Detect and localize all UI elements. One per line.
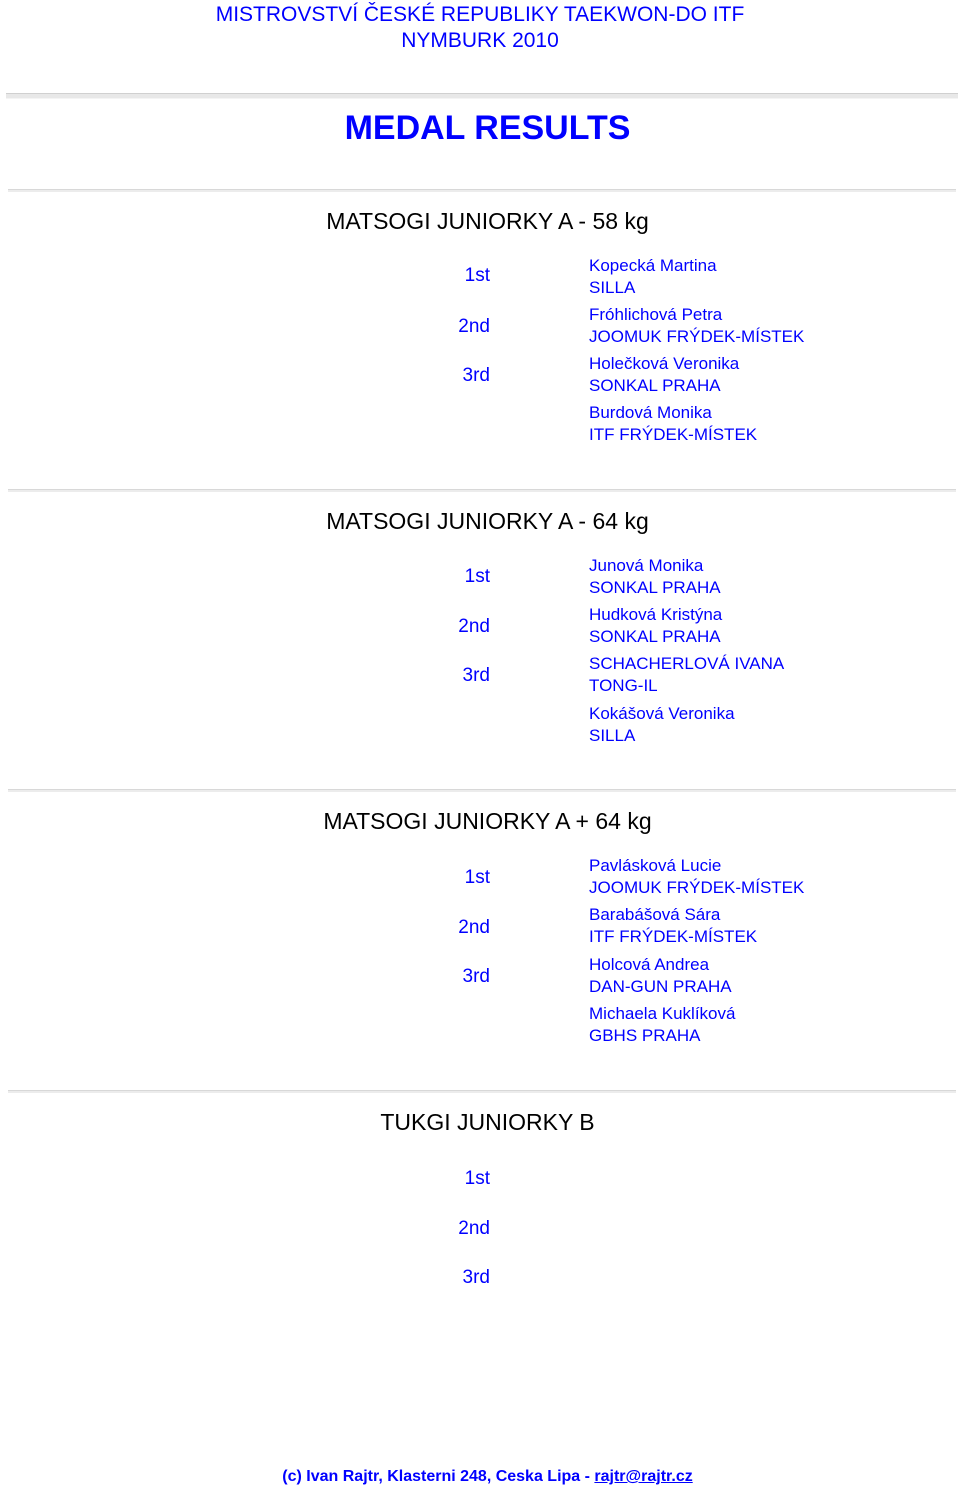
club-name: ITF FRÝDEK-MÍSTEK — [589, 927, 758, 946]
championship-title: MISTROVSTVÍ ČESKÉ REPUBLIKY TAEKWON-DO ITF — [215, 3, 745, 26]
medalist-entry — [589, 1003, 949, 1047]
medalist-entry — [589, 855, 949, 899]
header-divider — [6, 93, 958, 99]
section-divider — [8, 489, 956, 492]
athlete-name: Fróhlichová Petra — [589, 305, 723, 324]
medalist-entry — [589, 904, 949, 948]
athlete-name: Junová Monika — [589, 556, 704, 575]
place-second: 2nd — [458, 316, 490, 337]
place-third: 3rd — [462, 966, 490, 987]
athlete-name: Holcová Andrea — [589, 955, 710, 974]
place-second: 2nd — [458, 917, 490, 938]
club-name: ITF FRÝDEK-MÍSTEK — [589, 425, 758, 444]
athlete-name: Kokášová Veronika — [589, 704, 735, 723]
place-first: 1st — [464, 265, 490, 286]
category-section — [0, 1108, 960, 1408]
club-name: JOOMUK FRÝDEK-MÍSTEK — [589, 878, 805, 897]
category-section — [0, 207, 960, 507]
club-name: SILLA — [589, 278, 636, 297]
venue-year: NYMBURK 2010 — [401, 29, 559, 52]
athlete-name: Hudková Kristýna — [589, 605, 723, 624]
club-name: SONKAL PRAHA — [589, 627, 721, 646]
place-third: 3rd — [462, 1267, 490, 1288]
category-title: MATSOGI JUNIORKY A - 58 kg — [326, 208, 649, 234]
author-email-link[interactable]: rajtr@rajtr.cz — [594, 1468, 693, 1485]
club-name: SILLA — [589, 726, 636, 745]
club-name: TONG-IL — [589, 676, 658, 695]
athlete-name: SCHACHERLOVÁ IVANA — [589, 654, 785, 673]
medalist-entry — [589, 255, 949, 299]
club-name: SONKAL PRAHA — [589, 376, 721, 395]
place-third: 3rd — [462, 365, 490, 386]
place-first: 1st — [464, 1168, 490, 1189]
medalist-entry — [589, 653, 949, 697]
medalist-entry — [589, 304, 949, 348]
medalist-entry — [589, 954, 949, 998]
club-name: SONKAL PRAHA — [589, 578, 721, 597]
place-second: 2nd — [458, 1218, 490, 1239]
category-title: MATSOGI JUNIORKY A + 64 kg — [323, 808, 652, 834]
athlete-name: Michaela Kuklíková — [589, 1004, 736, 1023]
footer-credit: (c) Ivan Rajtr, Klasterni 248, Ceska Lipa - — [282, 1468, 595, 1485]
section-divider — [8, 789, 956, 792]
category-title: MATSOGI JUNIORKY A - 64 kg — [326, 508, 649, 534]
athlete-name: Pavlásková Lucie — [589, 856, 722, 875]
club-name: GBHS PRAHA — [589, 1026, 701, 1045]
medalist-entry — [589, 555, 949, 599]
page-title: MEDAL RESULTS — [344, 109, 631, 147]
medalist-entry — [589, 604, 949, 648]
medalist-entry — [589, 353, 949, 397]
section-divider — [8, 1090, 956, 1093]
athlete-name: Holečková Veronika — [589, 354, 740, 373]
athlete-name: Barabášová Sára — [589, 905, 721, 924]
category-section — [0, 507, 960, 807]
club-name: DAN-GUN PRAHA — [589, 977, 732, 996]
place-third: 3rd — [462, 665, 490, 686]
medalist-entry — [589, 402, 949, 446]
athlete-name: Kopecká Martina — [589, 256, 717, 275]
place-second: 2nd — [458, 616, 490, 637]
category-title: TUKGI JUNIORKY B — [380, 1109, 595, 1135]
place-first: 1st — [464, 566, 490, 587]
category-section — [0, 807, 960, 1107]
section-divider — [8, 189, 956, 192]
athlete-name: Burdová Monika — [589, 403, 712, 422]
place-first: 1st — [464, 867, 490, 888]
document-footer — [0, 1467, 960, 1487]
club-name: JOOMUK FRÝDEK-MÍSTEK — [589, 327, 805, 346]
medalist-entry — [589, 703, 949, 747]
